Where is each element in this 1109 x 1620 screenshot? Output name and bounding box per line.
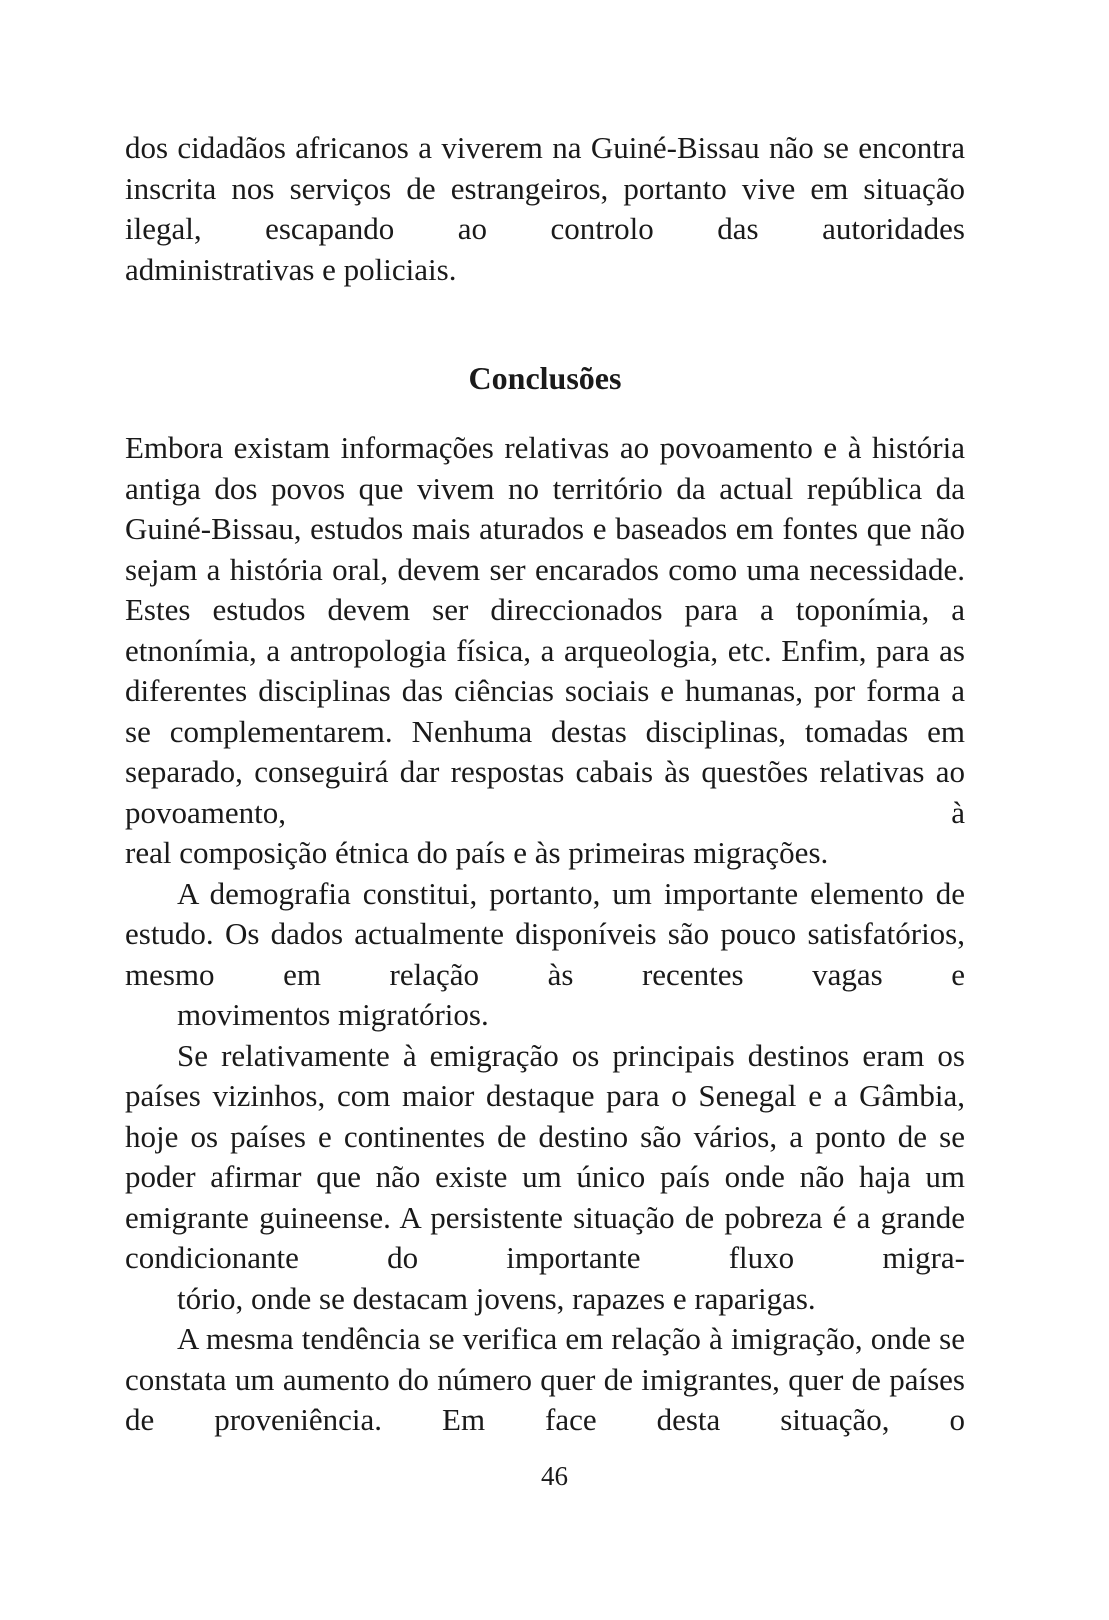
paragraph-1-last-line: real composição étnica do país e às primeiras migrações. bbox=[125, 835, 829, 870]
paragraph-4-body: A mesma tendência se verifica em relação à imigração, onde se constata um aumento do número quer de imigrantes, quer de países de proveniência. Em face desta situação, o bbox=[125, 1321, 965, 1437]
paragraph-4 bbox=[125, 1319, 965, 1441]
section-heading: Conclusões bbox=[468, 360, 622, 396]
paragraph-1 bbox=[125, 428, 965, 874]
paragraph-1-body: Embora existam informações relativas ao povoamento e à história antiga dos povos que vivem no território da actual república da Guiné-Bissau, estudos mais aturados e baseados em fontes que não sejam a história oral, devem ser encarados como uma necessidade. Estes estudos devem ser direccionados para a toponímia, a etnonímia, a antropologia física, a arqueologia, etc. Enfim, para as diferentes disciplinas das ciências sociais e humanas, por forma a se complementarem. Nenhuma destas disciplinas, tomadas em separado, conseguirá dar respostas cabais às questões relativas ao povoamento, à bbox=[125, 430, 965, 830]
paragraph-2 bbox=[125, 874, 965, 1036]
intro-paragraph bbox=[125, 128, 965, 290]
intro-paragraph-last-line: administrativas e policiais. bbox=[125, 251, 457, 287]
paragraph-3-body: Se relativamente à emigração os principais destinos eram os países vizinhos, com maior destaque para o Senegal e a Gâmbia, hoje os países e continentes de destino são vários, a ponto de se poder afirmar que não existe um único país onde não haja um emigrante guineense. A persistente situação de pobreza é a grande condicionante do importante fluxo migra- bbox=[125, 1037, 965, 1275]
paragraph-3 bbox=[125, 1036, 965, 1320]
page-number: 46 bbox=[541, 1461, 568, 1491]
page-content bbox=[125, 128, 965, 1441]
paragraph-2-body: A demografia constitui, portanto, um importante elemento de estudo. Os dados actualmente disponíveis são pouco satisfatórios, mesmo em relação às recentes vagas e bbox=[125, 875, 965, 992]
intro-paragraph-body: dos cidadãos africanos a viverem na Guiné-Bissau não se encontra inscrita nos serviços de estrangeiros, portanto vive em situação ilegal, escapando ao controlo das autoridades bbox=[125, 130, 965, 246]
paragraph-2-last-line: movimentos migratórios. bbox=[177, 997, 489, 1032]
paragraph-3-last-line: tório, onde se destacam jovens, rapazes e raparigas. bbox=[177, 1280, 816, 1316]
